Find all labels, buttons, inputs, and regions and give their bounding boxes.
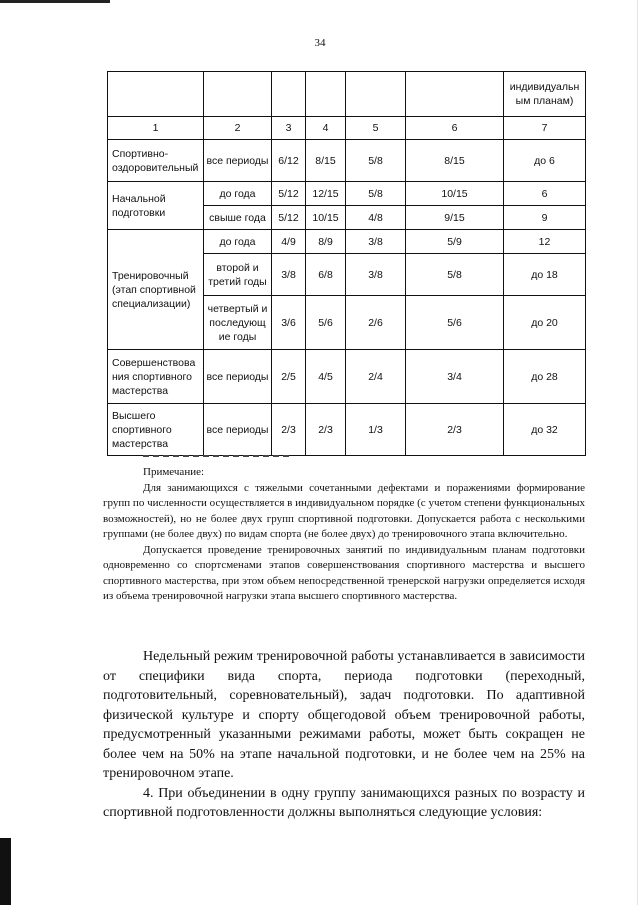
table-cell: 5/12 [272,206,306,230]
table-cell: 2/5 [272,350,306,404]
table-row [108,140,586,182]
table-cell: 3/8 [272,254,306,296]
table-header-cell: 6 [406,117,504,140]
table-top-row [108,72,586,117]
notes-paragraph: Допускается проведение тренировочных занятий по индивидуальным планам подготовки одновременно со спортсменами этапов совершенствования спортивного мастерства и высшего спортивного мастерства, при этом объем непосредственной тренерской нагрузки определяется исходя из объема тренировочной нагрузки этапа высшего спортивного мастерства. [103,543,585,602]
table-header-cell: 7 [504,117,586,140]
period-cell: все периоды [204,140,272,182]
footnote-separator [143,455,289,457]
table-cell: 4/5 [306,350,346,404]
table-cell: 4/9 [272,230,306,254]
table-cell: 3/6 [272,296,306,350]
table-cell: 2/3 [406,404,504,456]
table-cell [272,72,306,117]
table-cell: 5/6 [306,296,346,350]
table-cell: 12/15 [306,182,346,206]
table-cell: 6/12 [272,140,306,182]
table-cell: 4/8 [346,206,406,230]
table-cell: до 28 [504,350,586,404]
table-cell: 10/15 [406,182,504,206]
training-groups-table [107,71,586,456]
table-cell: 6 [504,182,586,206]
table-cell: 5/9 [406,230,504,254]
table-cell [204,72,272,117]
page-number: 34 [314,37,326,49]
table-cell [406,72,504,117]
table-cell: до 18 [504,254,586,296]
stage-cell: Начальной подготовки [108,182,204,230]
table-row [108,182,586,206]
scan-edge-top [0,0,110,3]
table-cell: 2/3 [306,404,346,456]
table-header-cell: 1 [108,117,204,140]
table-cell: 6/8 [306,254,346,296]
table-cell: 10/15 [306,206,346,230]
period-cell: все периоды [204,350,272,404]
scan-edge-left [0,838,11,905]
table-cell: 5/6 [406,296,504,350]
table-cell: 8/15 [406,140,504,182]
period-cell: второй и третий годы [204,254,272,296]
notes-title: Примечание: [143,466,205,478]
table-cell: 9/15 [406,206,504,230]
table-cell: 5/8 [346,140,406,182]
table-cell [346,72,406,117]
table-cell: до 32 [504,404,586,456]
table-cell: 5/12 [272,182,306,206]
table-cell: до 6 [504,140,586,182]
table-cell: 2/3 [272,404,306,456]
table-cell [108,72,204,117]
table-cell: индивидуальн ым планам) [504,72,586,117]
table-cell: 5/8 [346,182,406,206]
table-cell: 3/4 [406,350,504,404]
table-row [108,404,586,456]
table-cell: 1/3 [346,404,406,456]
table-cell: 9 [504,206,586,230]
stage-cell: Спортивно-оздоровительный [108,140,204,182]
table-cell: 3/8 [346,254,406,296]
period-cell: до года [204,230,272,254]
table-cell: 5/8 [406,254,504,296]
stage-cell: Тренировочный (этап спортивной специализации) [108,230,204,350]
table-row [108,350,586,404]
notes-paragraph: Для занимающихся с тяжелыми сочетанными дефектами и поражениями формирование групп по численности осуществляется в индивидуальном порядке (с учетом степени функциональных возможностей), но не более двух групп спортивной подготовки. Допускается работа с несколькими группами (не более двух) по видам спорта (не более двух) до тренировочного этапа включительно. [103,481,585,540]
table-header-cell: 2 [204,117,272,140]
table-row [108,230,586,254]
period-cell: все периоды [204,404,272,456]
body-paragraph: Недельный режим тренировочной работы устанавливается в зависимости от специфики вида спорта, периода подготовки (переходный, подготовительный, соревновательный), задач подготовки. По адаптивной физической культуре и спорту общегодовой объем тренировочной работы, предусмотренный указанными режимами работы, может быть сокращен не более чем на 50% на этапе начальной подготовки, и не более чем на 25% на тренировочном этапе. [103,649,585,781]
table-cell: 3/8 [346,230,406,254]
period-cell: четвертый и последующ ие годы [204,296,272,350]
notes-section [103,465,585,605]
table-cell: 8/9 [306,230,346,254]
period-cell: свыше года [204,206,272,230]
body-section [103,647,585,823]
table-cell: 2/6 [346,296,406,350]
table-cell: до 20 [504,296,586,350]
table-cell: 8/15 [306,140,346,182]
scan-edge-right [637,0,638,905]
table-header-cell: 5 [346,117,406,140]
table-header-row [108,117,586,140]
table-header-cell: 4 [306,117,346,140]
stage-cell: Высшего спортивного мастерства [108,404,204,456]
period-cell: до года [204,182,272,206]
stage-cell: Совершенствова ния спортивного мастерства [108,350,204,404]
table-cell [306,72,346,117]
body-paragraph: 4. При объединении в одну группу занимающихся разных по возрасту и спортивной подготовленности должны выполняться следующие условия: [103,785,585,820]
table-cell: 2/4 [346,350,406,404]
table-cell: 12 [504,230,586,254]
table-header-cell: 3 [272,117,306,140]
